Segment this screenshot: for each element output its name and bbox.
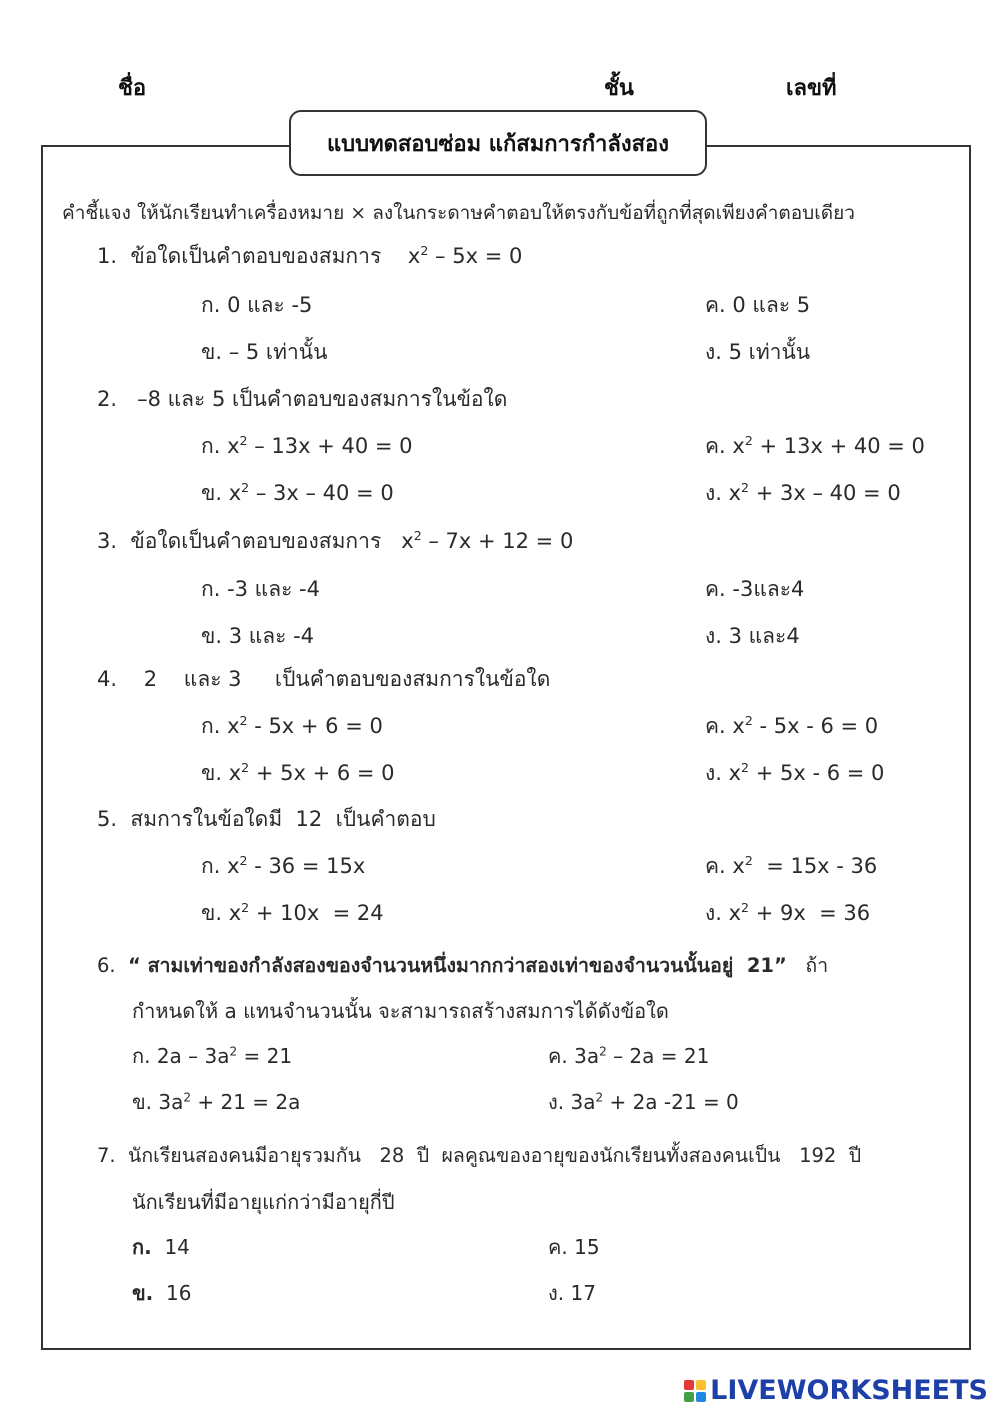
- number-label: เลขที่: [786, 76, 837, 101]
- question-text-bold: “ สามเท่าของกำลังสองของจำนวนหนึ่งมากกว่าสองเท่าของจำนวนนั้นอยู่ 21”: [128, 954, 787, 977]
- option-d[interactable]: ง. 5 เท่านั้น: [705, 340, 811, 364]
- question-5: [97, 803, 436, 836]
- option-c[interactable]: ค. 0 และ 5: [705, 293, 811, 317]
- option-a[interactable]: ก. -3 และ -4: [201, 577, 320, 601]
- question-text: ข้อใดเป็นคำตอบของสมการ: [130, 244, 382, 268]
- option-c[interactable]: ค. $x^2 = 15x - 36$: [705, 853, 878, 878]
- option-b[interactable]: ข. – 5 เท่านั้น: [201, 340, 328, 364]
- option-c[interactable]: ค. $3a^2 - 2a = 21$: [548, 1044, 710, 1068]
- instruction-text: คำชี้แจง ให้นักเรียนทำเครื่องหมาย × ลงในกระดาษคำตอบให้ตรงกับข้อที่ถูกที่สุดเพียงคำตอบเดียว: [62, 202, 855, 224]
- question-2: [97, 383, 507, 416]
- question-number: 3.: [97, 529, 118, 553]
- option-b[interactable]: ข. $x^2 + 5x + 6 = 0$: [201, 760, 395, 785]
- option-c[interactable]: ค. 15: [548, 1235, 600, 1259]
- option-b[interactable]: ข. 16: [132, 1281, 192, 1305]
- question-text: ข้อใดเป็นคำตอบของสมการ: [130, 529, 382, 553]
- option-d[interactable]: ง. $3a^2 + 2a$ -21 = 0: [548, 1090, 739, 1114]
- option-d[interactable]: ง. $x^2 + 3x - 40 = 0$: [705, 480, 901, 505]
- option-a[interactable]: ก. $x^2 - 5x + 6 = 0$: [201, 713, 383, 738]
- option-d[interactable]: ง. $x^2 + 9x = 36$: [705, 900, 871, 925]
- option-d[interactable]: ง. $x^2 + 5x - 6 = 0$: [705, 760, 885, 785]
- question-number: 5.: [97, 807, 118, 831]
- question-3: [97, 525, 573, 558]
- equation: $x^2 - 7x + 12 = 0$: [401, 528, 574, 553]
- logo-text: LIVEWORKSHEETS: [710, 1375, 988, 1406]
- option-d[interactable]: ง. 3 และ4: [705, 624, 800, 648]
- option-d[interactable]: ง. 17: [548, 1281, 596, 1305]
- liveworksheets-logo: [684, 1375, 988, 1406]
- option-c[interactable]: ค. $x^2 - 5x - 6 = 0$: [705, 713, 879, 738]
- question-number: 2.: [97, 387, 118, 411]
- option-a[interactable]: ก. $2a - 3a^2 = 21$: [132, 1044, 293, 1068]
- question-text: –8 และ 5 เป็นคำตอบของสมการในข้อใด: [137, 387, 508, 411]
- option-b[interactable]: ข. $3a^2 + 21 = 2a$: [132, 1090, 301, 1114]
- question-1: [97, 240, 522, 273]
- question-6: [97, 950, 828, 981]
- name-label: ชื่อ: [118, 76, 147, 101]
- option-a[interactable]: ก. $x^2 - 36 = 15x$: [201, 853, 366, 878]
- question-number: 7.: [97, 1144, 116, 1167]
- question-7-line2: นักเรียนที่มีอายุแก่กว่ามีอายุกี่ปี: [132, 1190, 395, 1214]
- page-title: แบบทดสอบซ่อม แก้สมการกำลังสอง: [289, 110, 707, 176]
- question-7: [97, 1140, 861, 1171]
- question-number: 1.: [97, 244, 118, 268]
- question-number: 6.: [97, 954, 116, 977]
- option-b[interactable]: ข. 3 และ -4: [201, 624, 315, 648]
- class-label: ชั้น: [604, 76, 634, 101]
- equation: $x^2 - 5x = 0$: [407, 243, 523, 268]
- question-4: [97, 663, 550, 696]
- option-a[interactable]: ก. 14: [132, 1235, 190, 1259]
- option-b[interactable]: ข. $x^2 + 10x = 24$: [201, 900, 384, 925]
- option-c[interactable]: ค. $x^2 + 13x + 40 = 0$: [705, 433, 925, 458]
- option-c[interactable]: ค. -3และ4: [705, 577, 805, 601]
- question-text: นักเรียนสองคนมีอายุรวมกัน 28 ปี ผลคูณของอายุของนักเรียนทั้งสองคนเป็น 192 ปี: [128, 1144, 862, 1167]
- logo-grid-icon: [684, 1380, 706, 1402]
- question-text: สมการในข้อใดมี 12 เป็นคำตอบ: [130, 807, 436, 831]
- option-a[interactable]: ก. 0 และ -5: [201, 293, 313, 317]
- question-text-tail: ถ้า: [792, 954, 829, 977]
- option-a[interactable]: ก. $x^2 - 13x + 40 = 0$: [201, 433, 413, 458]
- question-6-line2: กำหนดให้ a แทนจำนวนนั้น จะสามารถสร้างสมการได้ดังข้อใด: [132, 999, 669, 1023]
- question-text: 2 และ 3 เป็นคำตอบของสมการในข้อใด: [143, 667, 551, 691]
- option-b[interactable]: ข. $x^2 - 3x - 40 = 0$: [201, 480, 394, 505]
- question-number: 4.: [97, 667, 118, 691]
